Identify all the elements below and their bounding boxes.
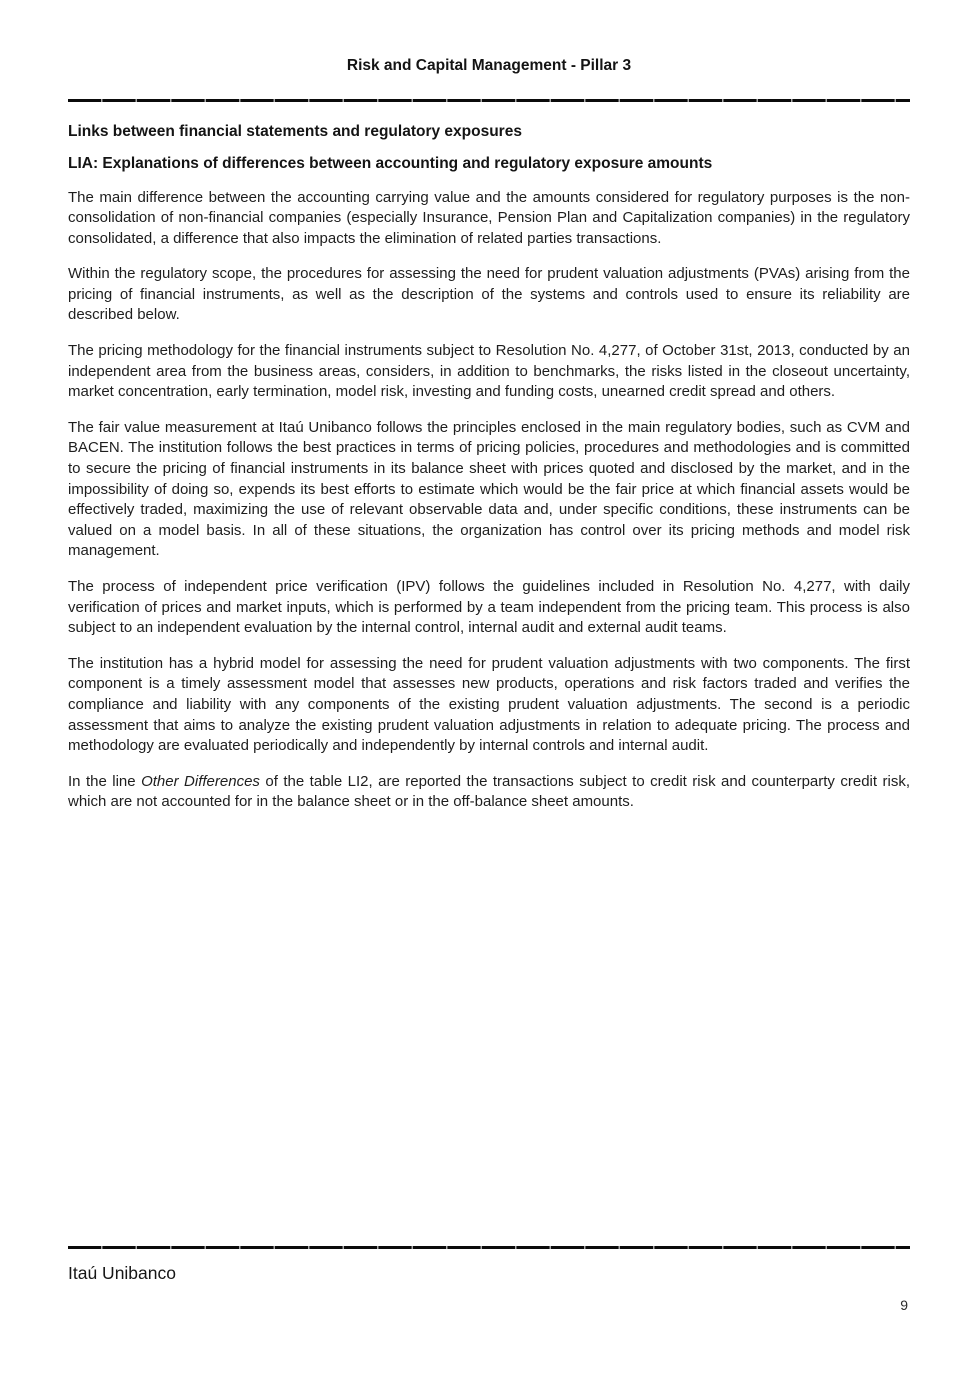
final-paragraph-suffix: of the table LI2, are reported the transactions subject to credit risk and counterparty credit risk, which are not accounted for in the balance sheet or in the off-balance sheet amounts. <box>68 772 910 811</box>
paragraph-main-difference: The main difference between the accounting carrying value and the amounts considered for regulatory purposes is the non-consolidation of non-financial companies (especially Insurance, Pension Plan and Capitalization companies) in the regulatory consolidated, a difference that also impacts the elimination of related parties transactions. <box>68 188 910 247</box>
final-paragraph-prefix: In the line <box>68 772 142 790</box>
section-heading-links: Links between financial statements and regulatory exposures <box>68 122 522 140</box>
page-number: 9 <box>900 1297 908 1313</box>
footer-divider <box>68 1246 910 1249</box>
paragraph-pricing-methodology: The pricing methodology for the financial instruments subject to Resolution No. 4,277, of October 31st, 2013, conducted by an independent area from the business areas, considers, in addition to benchmarks, the risks listed in the closeout uncertainty, market concentration, early termination, model risk, investing and funding costs, unearned credit spread and others. <box>68 342 910 401</box>
paragraph-regulatory-scope: Within the regulatory scope, the procedures for assessing the need for prudent valuation adjustments (PVAs) arising from the pricing of financial instruments, as well as the description of the systems and controls used to ensure its reliability are described below. <box>68 265 910 324</box>
paragraph-fair-value: The fair value measurement at Itaú Unibanco follows the principles enclosed in the main regulatory bodies, such as CVM and BACEN. The institution follows the best practices in terms of pricing policies, procedures and methodologies and is committed to secure the pricing of financial instruments in its balance sheet with prices quoted and disclosed by the market, and in the impossibility of doing so, expends its best efforts to estimate which would be the fair price at which financial assets would be effectively traded, maximizing the use of relevant observable data and, under specific conditions, these instruments can be valued on a model basis. In all of these situations, the organization has control over its pricing methods and model risk management. <box>68 418 910 560</box>
final-paragraph-italic-term: Other Differences <box>141 772 260 790</box>
paragraph-other-differences <box>68 772 910 813</box>
footer-brand: Itaú Unibanco <box>68 1263 176 1283</box>
page-content <box>68 57 910 813</box>
section-heading-lia: LIA: Explanations of differences between accounting and regulatory exposure amounts <box>68 154 713 172</box>
paragraph-hybrid-model: The institution has a hybrid model for assessing the need for prudent valuation adjustments with two components. The first component is a timely assessment model that assesses new products, operations and risk factors traded and verifies the compliance and liability with any components of the existing prudent valuation adjustments. The second is a periodic assessment that aims to analyze the existing prudent valuation adjustments in relation to adequate pricing. The process and methodology are evaluated periodically and independently by internal controls and internal audit. <box>68 654 910 755</box>
header-divider <box>68 99 910 102</box>
paragraph-ipv-process: The process of independent price verification (IPV) follows the guidelines included in Resolution No. 4,277, with daily verification of prices and market inputs, which is performed by a team independent from the pricing team. This process is also subject to an independent evaluation by the internal control, internal audit and external audit teams. <box>68 578 910 637</box>
header-title: Risk and Capital Management - Pillar 3 <box>346 57 632 74</box>
